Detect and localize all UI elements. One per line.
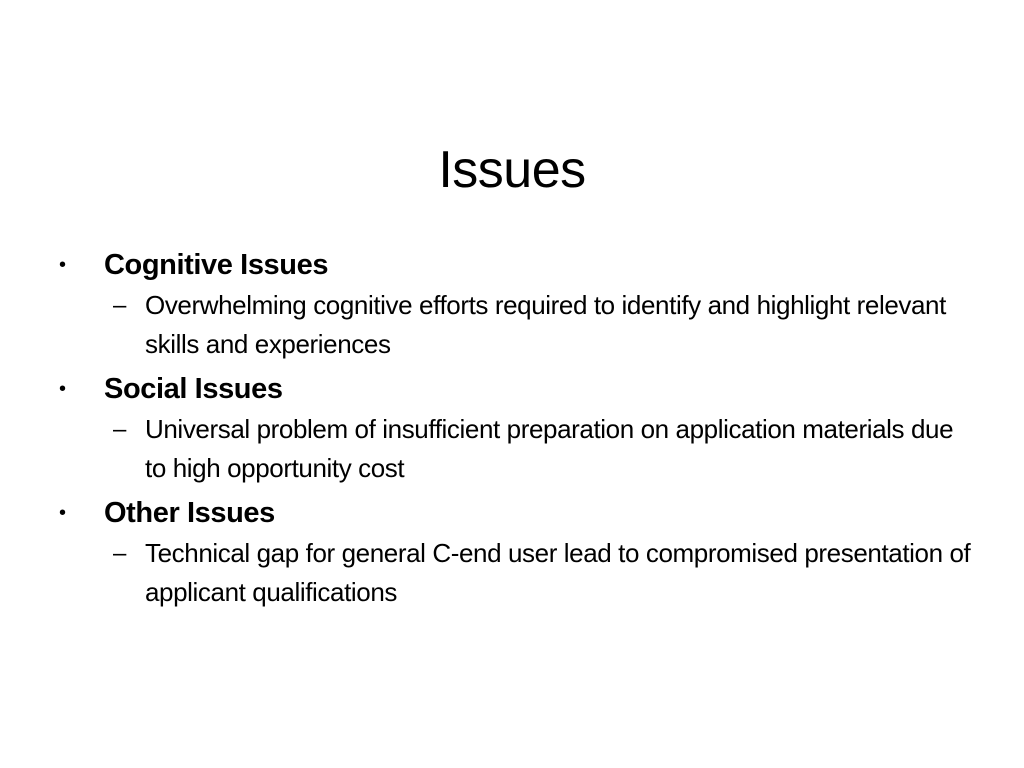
sub-bullet — [56, 286, 976, 364]
bullet-heading-cognitive-issues — [56, 244, 976, 286]
sub-bullet-text: Overwhelming cognitive efforts required to identify and highlight relevant skills and experiences — [145, 290, 946, 359]
list-item — [56, 492, 976, 612]
bullet-icon: • — [59, 502, 66, 524]
sub-bullet-text: Technical gap for general C-end user lead to compromised presentation of applicant qualifications — [145, 538, 971, 607]
sub-bullet — [56, 534, 976, 612]
slide-title: Issues — [438, 141, 586, 199]
bullet-heading-text: Social Issues — [104, 373, 283, 405]
sub-bullet-text: Universal problem of insufficient preparation on application materials due to high opportunity cost — [145, 414, 954, 483]
bullet-heading-other-issues — [56, 492, 976, 534]
sub-bullet — [56, 410, 976, 488]
dash-icon: – — [113, 292, 126, 319]
bullet-heading-text: Other Issues — [104, 497, 275, 529]
bullet-heading-text: Cognitive Issues — [104, 249, 329, 281]
bullet-icon: • — [59, 254, 66, 276]
bullet-list — [56, 244, 976, 612]
bullet-icon: • — [59, 378, 66, 400]
bullet-heading-social-issues — [56, 368, 976, 410]
list-item — [56, 368, 976, 488]
dash-icon: – — [113, 416, 126, 443]
dash-icon: – — [113, 540, 126, 567]
list-item — [56, 244, 976, 364]
